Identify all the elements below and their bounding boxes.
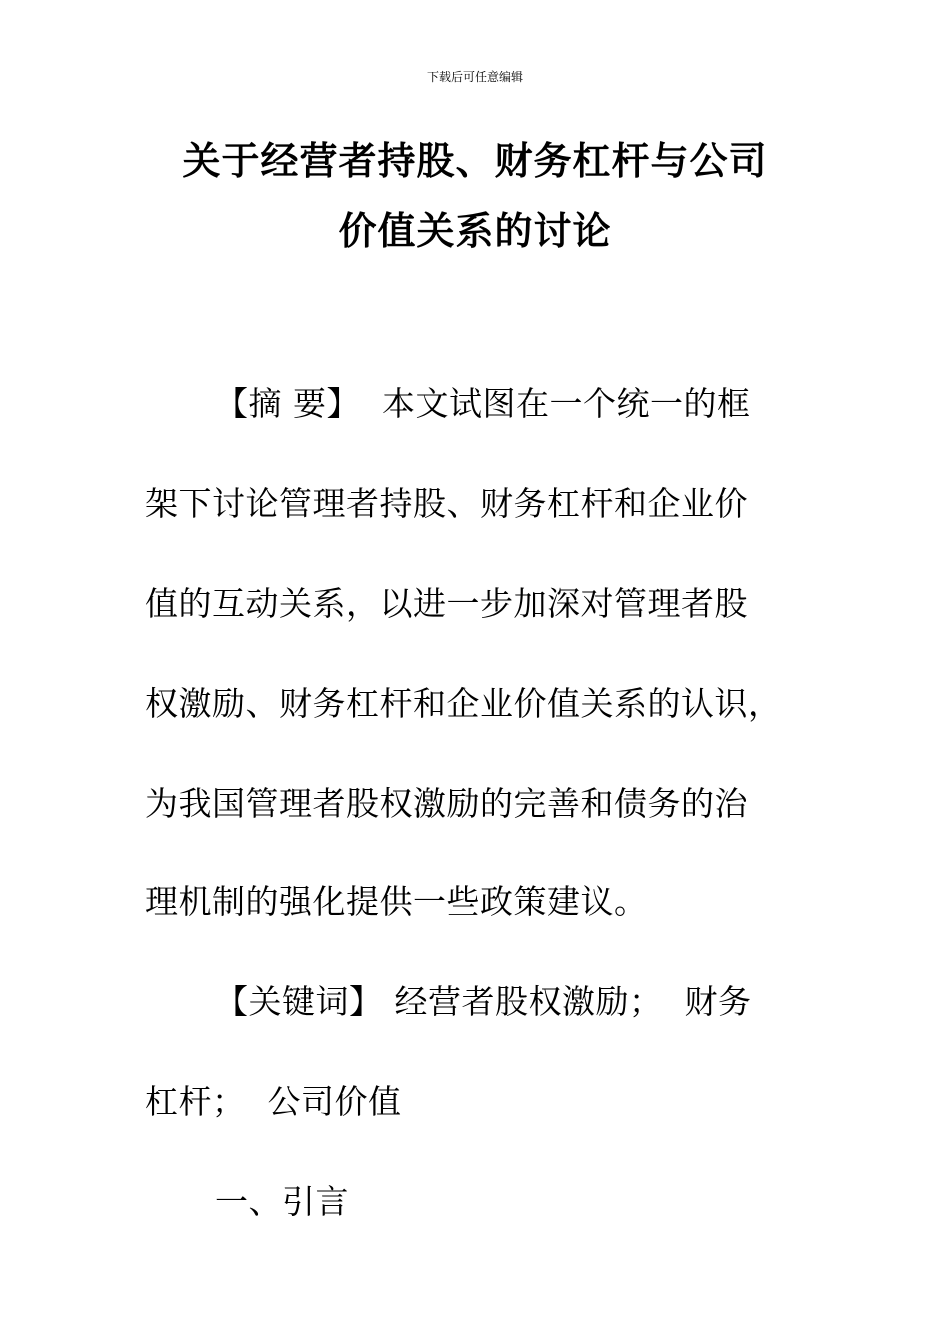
abstract-text-1: 本文试图在一个统一的框 xyxy=(382,384,751,423)
document-title-line-2: 价值关系的讨论 xyxy=(338,208,612,253)
header-note: 下载后可任意编辑 xyxy=(426,70,523,84)
document-title-line-1: 关于经营者持股、财务杠杆与公司 xyxy=(182,138,768,183)
abstract-text-6: 理机制的强化提供一些政策建议。 xyxy=(145,882,648,921)
keyword-2-part-1: 财务 xyxy=(684,982,752,1021)
keywords-first-line xyxy=(215,976,752,1023)
abstract-text-3: 值的互动关系，以进一步加深对管理者股 xyxy=(145,584,748,623)
abstract-text-4: 权激励、财务杠杆和企业价值关系的认识， xyxy=(145,684,782,723)
keyword-2-part-2: 杠杆； xyxy=(145,1082,246,1121)
keywords-label: 【关键词】 xyxy=(215,982,383,1021)
keywords-second-line xyxy=(145,1076,402,1123)
abstract-label: 【摘 要】 xyxy=(215,384,360,423)
abstract-text-2: 架下讨论管理者持股、财务杠杆和企业价 xyxy=(145,484,748,523)
abstract-first-line xyxy=(215,378,751,425)
section-heading-introduction: 一、引言 xyxy=(215,1182,349,1221)
keyword-3: 公司价值 xyxy=(267,1082,402,1121)
abstract-text-5: 为我国管理者股权激励的完善和债务的治 xyxy=(145,784,748,823)
keyword-1: 经营者股权激励； xyxy=(394,982,663,1021)
